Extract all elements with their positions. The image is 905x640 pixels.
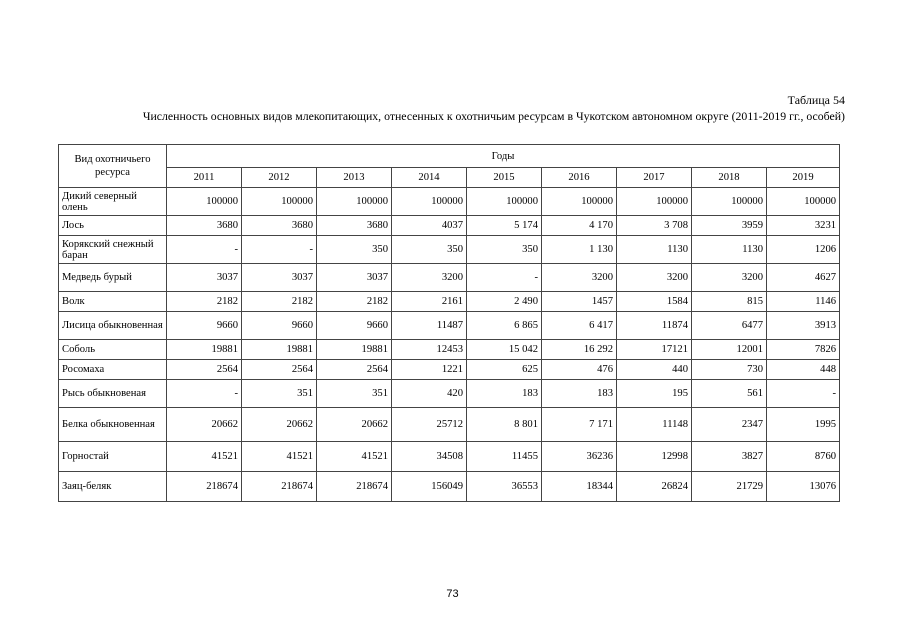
value-cell: 11874: [617, 312, 692, 340]
table-row: [59, 264, 840, 292]
value-cell: 41521: [317, 442, 392, 472]
resource-name-cell: Горностай: [59, 442, 167, 472]
value-cell: 100000: [167, 188, 242, 216]
value-cell: 20662: [242, 408, 317, 442]
value-cell: 3680: [242, 216, 317, 236]
value-cell: 1995: [767, 408, 840, 442]
value-cell: -: [167, 380, 242, 408]
page-number: 73: [446, 588, 459, 600]
value-cell: 19881: [317, 340, 392, 360]
value-cell: 448: [767, 360, 840, 380]
value-cell: 9660: [317, 312, 392, 340]
value-cell: 3680: [317, 216, 392, 236]
table-row: [59, 380, 840, 408]
value-cell: 36236: [542, 442, 617, 472]
value-cell: 3200: [692, 264, 767, 292]
value-cell: 4 170: [542, 216, 617, 236]
value-cell: 183: [467, 380, 542, 408]
value-cell: 7 171: [542, 408, 617, 442]
value-cell: 1584: [617, 292, 692, 312]
value-cell: 2564: [317, 360, 392, 380]
value-cell: 20662: [167, 408, 242, 442]
table-body: [59, 188, 840, 502]
value-cell: 3913: [767, 312, 840, 340]
value-cell: 6 417: [542, 312, 617, 340]
value-cell: 1206: [767, 236, 840, 264]
value-cell: 2161: [392, 292, 467, 312]
value-cell: 12998: [617, 442, 692, 472]
resource-name-cell: Медведь бурый: [59, 264, 167, 292]
value-cell: 476: [542, 360, 617, 380]
resource-name-cell: Заяц-беляк: [59, 472, 167, 502]
value-cell: 218674: [317, 472, 392, 502]
resource-name-cell: Белка обыкновенная: [59, 408, 167, 442]
value-cell: 351: [317, 380, 392, 408]
year-header: 2018: [692, 168, 767, 188]
value-cell: 26824: [617, 472, 692, 502]
value-cell: 350: [392, 236, 467, 264]
year-header: 2014: [392, 168, 467, 188]
value-cell: 100000: [317, 188, 392, 216]
value-cell: -: [767, 380, 840, 408]
value-cell: 3037: [317, 264, 392, 292]
value-cell: 6477: [692, 312, 767, 340]
value-cell: 1457: [542, 292, 617, 312]
value-cell: 8760: [767, 442, 840, 472]
table-row: [59, 360, 840, 380]
year-header: 2015: [467, 168, 542, 188]
table-row: [59, 340, 840, 360]
year-header-row: [59, 168, 840, 188]
value-cell: 2182: [167, 292, 242, 312]
value-cell: 3827: [692, 442, 767, 472]
value-cell: 13076: [767, 472, 840, 502]
value-cell: 625: [467, 360, 542, 380]
value-cell: 100000: [542, 188, 617, 216]
value-cell: 561: [692, 380, 767, 408]
value-cell: 20662: [317, 408, 392, 442]
value-cell: 18344: [542, 472, 617, 502]
value-cell: 21729: [692, 472, 767, 502]
value-cell: 3200: [617, 264, 692, 292]
value-cell: 218674: [167, 472, 242, 502]
value-cell: 3 708: [617, 216, 692, 236]
value-cell: 420: [392, 380, 467, 408]
value-cell: 3231: [767, 216, 840, 236]
value-cell: 440: [617, 360, 692, 380]
table-row: [59, 216, 840, 236]
resource-name-cell: Волк: [59, 292, 167, 312]
value-cell: 3037: [242, 264, 317, 292]
value-cell: 5 174: [467, 216, 542, 236]
value-cell: 19881: [242, 340, 317, 360]
value-cell: 4627: [767, 264, 840, 292]
value-cell: -: [167, 236, 242, 264]
value-cell: 3037: [167, 264, 242, 292]
resource-name-cell: Лось: [59, 216, 167, 236]
value-cell: 3959: [692, 216, 767, 236]
value-cell: 12001: [692, 340, 767, 360]
value-cell: 195: [617, 380, 692, 408]
year-header: 2017: [617, 168, 692, 188]
value-cell: 100000: [392, 188, 467, 216]
table-row: [59, 408, 840, 442]
value-cell: 1130: [617, 236, 692, 264]
value-cell: 350: [317, 236, 392, 264]
value-cell: 15 042: [467, 340, 542, 360]
value-cell: 19881: [167, 340, 242, 360]
table-row: [59, 472, 840, 502]
value-cell: 3200: [542, 264, 617, 292]
value-cell: 100000: [692, 188, 767, 216]
value-cell: 9660: [242, 312, 317, 340]
value-cell: 100000: [467, 188, 542, 216]
value-cell: 2347: [692, 408, 767, 442]
value-cell: 36553: [467, 472, 542, 502]
value-cell: 11148: [617, 408, 692, 442]
table-row: [59, 312, 840, 340]
value-cell: 17121: [617, 340, 692, 360]
value-cell: 11487: [392, 312, 467, 340]
value-cell: 1146: [767, 292, 840, 312]
value-cell: 4037: [392, 216, 467, 236]
value-cell: 1 130: [542, 236, 617, 264]
year-header: 2016: [542, 168, 617, 188]
value-cell: 7826: [767, 340, 840, 360]
data-table: [58, 144, 840, 502]
value-cell: 3680: [167, 216, 242, 236]
value-cell: 156049: [392, 472, 467, 502]
year-header: 2013: [317, 168, 392, 188]
value-cell: 2564: [167, 360, 242, 380]
value-cell: 1130: [692, 236, 767, 264]
years-group-header: Годы: [167, 145, 840, 168]
table-row: [59, 442, 840, 472]
table-caption: Численность основных видов млекопитающих, отнесенных к охотничьим ресурсам в Чукотском автономном округе (2011-2019 гг., особей): [142, 109, 845, 123]
value-cell: 25712: [392, 408, 467, 442]
year-header: 2011: [167, 168, 242, 188]
value-cell: 16 292: [542, 340, 617, 360]
resource-name-cell: Дикий северный олень: [59, 188, 167, 216]
resource-name-cell: Соболь: [59, 340, 167, 360]
value-cell: 350: [467, 236, 542, 264]
value-cell: 11455: [467, 442, 542, 472]
value-cell: 815: [692, 292, 767, 312]
value-cell: 2182: [317, 292, 392, 312]
value-cell: 183: [542, 380, 617, 408]
value-cell: 34508: [392, 442, 467, 472]
value-cell: 100000: [767, 188, 840, 216]
value-cell: 9660: [167, 312, 242, 340]
table-row: [59, 236, 840, 264]
value-cell: 1221: [392, 360, 467, 380]
value-cell: 3200: [392, 264, 467, 292]
value-cell: 12453: [392, 340, 467, 360]
resource-name-cell: Росомаха: [59, 360, 167, 380]
value-cell: 100000: [617, 188, 692, 216]
value-cell: 8 801: [467, 408, 542, 442]
value-cell: -: [467, 264, 542, 292]
table-row: [59, 188, 840, 216]
value-cell: 2 490: [467, 292, 542, 312]
value-cell: -: [242, 236, 317, 264]
value-cell: 2182: [242, 292, 317, 312]
year-header: 2019: [767, 168, 840, 188]
resource-name-cell: Корякский снежный баран: [59, 236, 167, 264]
value-cell: 6 865: [467, 312, 542, 340]
value-cell: 100000: [242, 188, 317, 216]
resource-name-cell: Лисица обыкновенная: [59, 312, 167, 340]
resource-column-header: Вид охотничьего ресурса: [59, 145, 167, 188]
year-header: 2012: [242, 168, 317, 188]
resource-name-cell: Рысь обыкновеная: [59, 380, 167, 408]
value-cell: 41521: [167, 442, 242, 472]
table-label: Таблица 54: [787, 93, 845, 107]
value-cell: 218674: [242, 472, 317, 502]
value-cell: 2564: [242, 360, 317, 380]
table-row: [59, 292, 840, 312]
value-cell: 730: [692, 360, 767, 380]
value-cell: 351: [242, 380, 317, 408]
table-header: [59, 145, 840, 188]
value-cell: 41521: [242, 442, 317, 472]
